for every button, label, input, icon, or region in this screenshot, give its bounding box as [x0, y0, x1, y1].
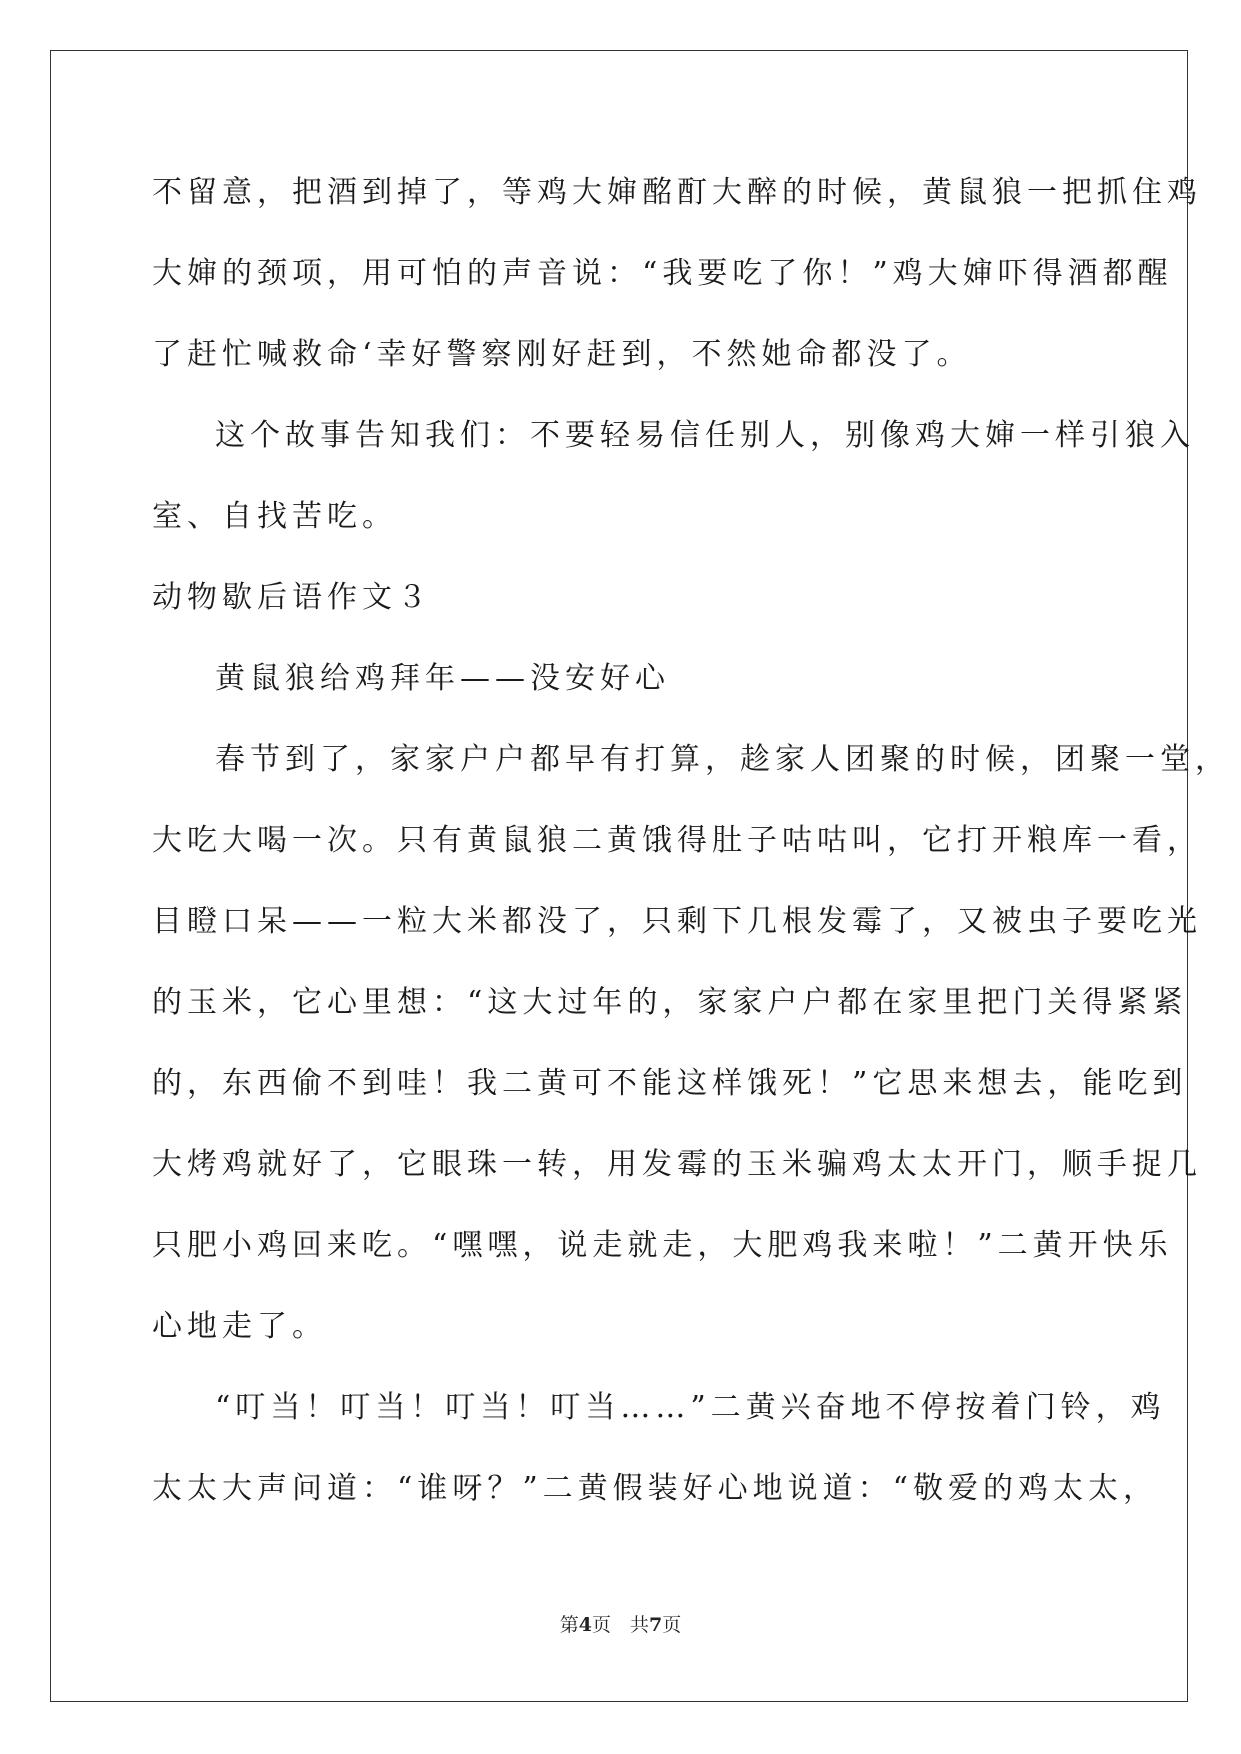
- total-page-number: 7: [649, 1614, 663, 1636]
- document-body: [152, 152, 1230, 1529]
- text-line-15: 心地走了。: [152, 1309, 327, 1344]
- proverb-line: 黄鼠狼给鸡拜年——没安好心: [215, 661, 670, 696]
- footer-mid: 页 共: [591, 1614, 649, 1636]
- text-line-8: 春节到了，家家户户都早有打算，趁家人团聚的时候，团聚一堂，: [215, 742, 1230, 777]
- text-line-16: “叮当！叮当！叮当！叮当……”二黄兴奋地不停按着门铃，鸡: [215, 1390, 1166, 1425]
- text-line-3: 了赶忙喊救命‘幸好警察刚好赶到，不然她命都没了。: [152, 337, 972, 372]
- current-page-number: 4: [578, 1614, 592, 1636]
- page-footer: [0, 1610, 1241, 1637]
- text-line-13: 大烤鸡就好了，它眼珠一转，用发霉的玉米骗鸡太太开门，顺手捉几: [152, 1147, 1202, 1182]
- text-line-14: 只肥小鸡回来吃。“嘿嘿，说走就走，大肥鸡我来啦！”二黄开快乐: [152, 1228, 1173, 1263]
- footer-suffix: 页: [662, 1614, 682, 1636]
- text-line-2: 大婶的颈项，用可怕的声音说：“我要吃了你！”鸡大婶吓得酒都醒: [152, 256, 1173, 291]
- text-line-11: 的玉米，它心里想：“这大过年的，家家户户都在家里把门关得紧紧: [152, 985, 1188, 1020]
- text-line-9: 大吃大喝一次。只有黄鼠狼二黄饿得肚子咕咕叫，它打开粮库一看，: [152, 823, 1202, 858]
- section-heading: 动物歇后语作文３: [152, 580, 432, 615]
- text-line-17: 太太大声问道：“谁呀？”二黄假装好心地说道：“敬爱的鸡太太，: [152, 1471, 1159, 1506]
- text-line-5: 室、自找苦吃。: [152, 499, 397, 534]
- text-line-10: 目瞪口呆——一粒大米都没了，只剩下几根发霉了，又被虫子要吃光: [152, 904, 1202, 939]
- footer-prefix: 第: [559, 1614, 579, 1636]
- text-line-1: 不留意，把酒到掉了，等鸡大婶酩酊大醉的时候，黄鼠狼一把抓住鸡: [152, 175, 1202, 210]
- text-line-12: 的，东西偷不到哇！我二黄可不能这样饿死！”它思来想去，能吃到: [152, 1066, 1188, 1101]
- text-line-4: 这个故事告知我们：不要轻易信任别人，别像鸡大婶一样引狼入: [215, 418, 1195, 453]
